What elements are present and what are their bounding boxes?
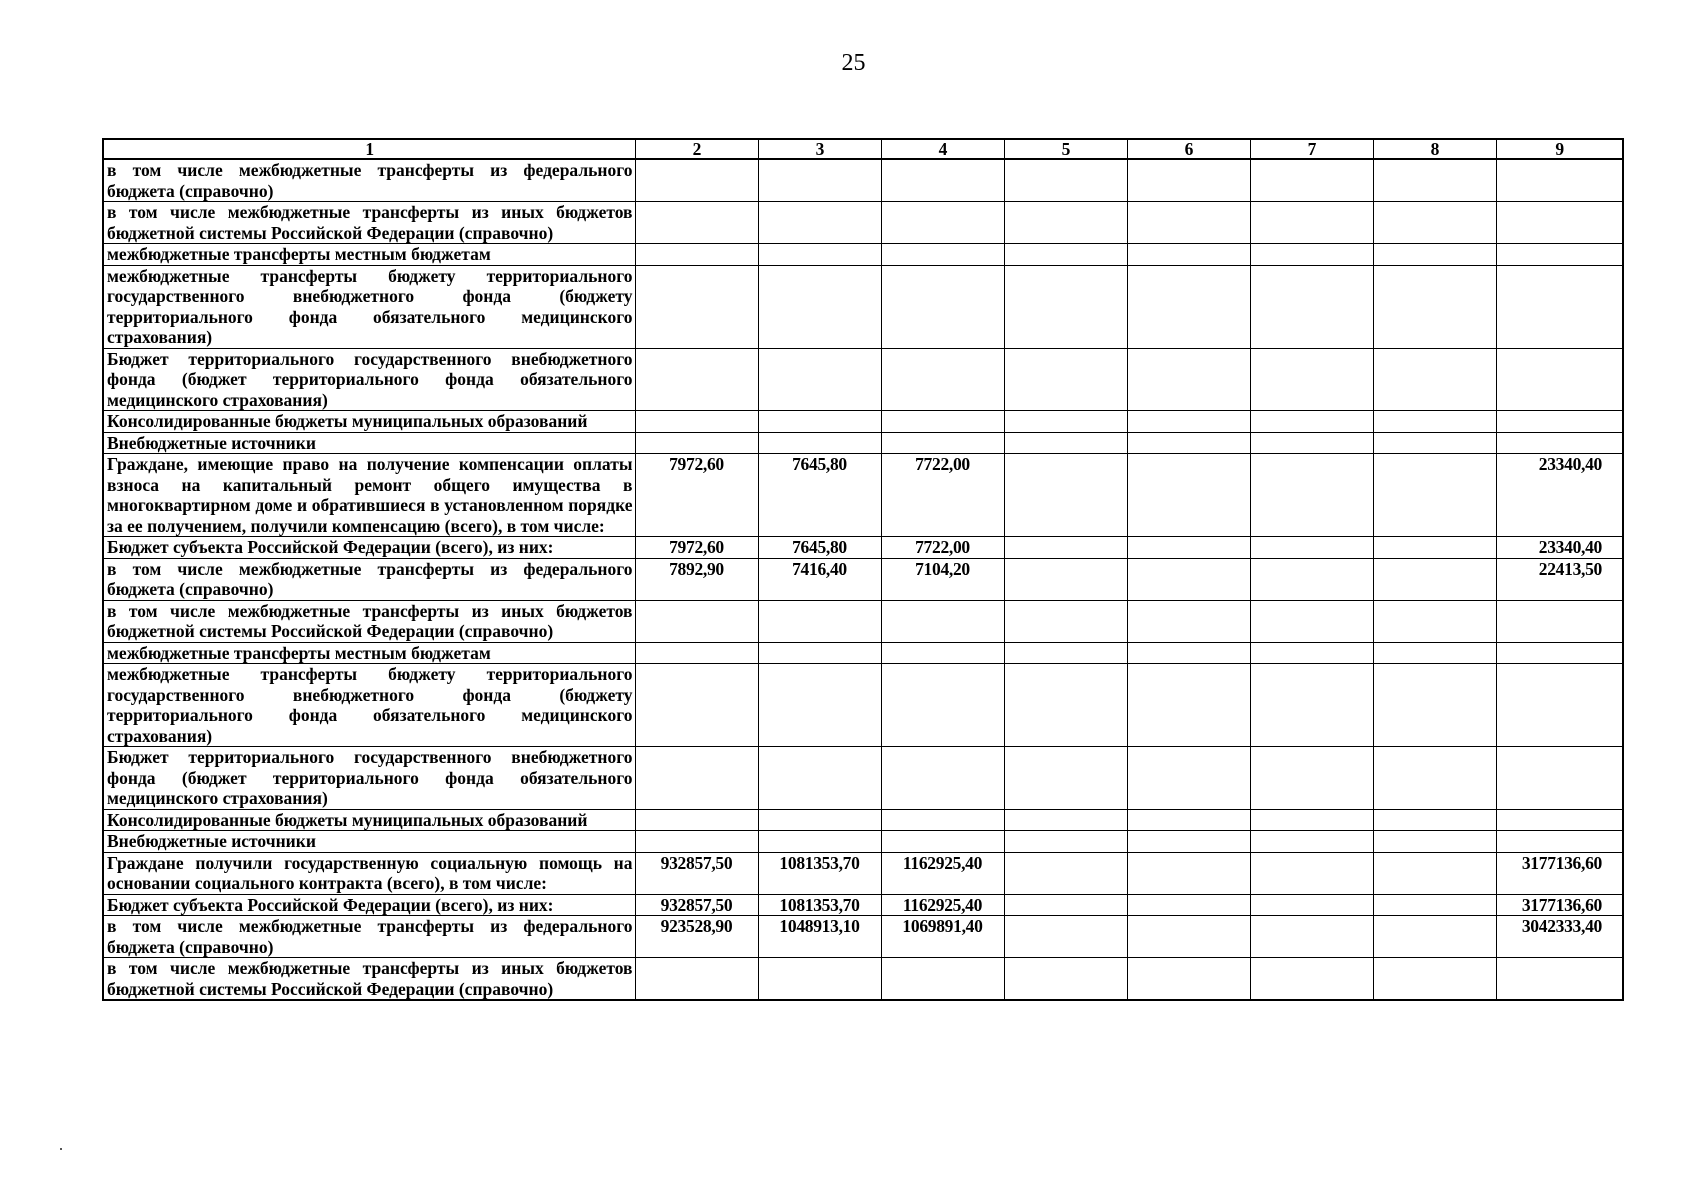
value-cell-col-7 — [1250, 852, 1373, 894]
value-cell-col-4 — [881, 265, 1004, 348]
value-cell-col-6 — [1127, 894, 1250, 916]
value-cell-col-5 — [1004, 809, 1127, 831]
value-cell-col-5 — [1004, 831, 1127, 853]
value-cell-col-2: 7892,90 — [635, 558, 758, 600]
value-cell-col-3 — [758, 411, 881, 433]
value-cell-col-6 — [1127, 454, 1250, 537]
value-cell-col-4 — [881, 348, 1004, 411]
value-cell-col-4 — [881, 642, 1004, 664]
value-cell-col-6 — [1127, 831, 1250, 853]
value-cell-col-3 — [758, 432, 881, 454]
value-cell-col-4: 7722,00 — [881, 537, 1004, 559]
value-cell-col-5 — [1004, 265, 1127, 348]
value-cell-col-6 — [1127, 432, 1250, 454]
value-cell-col-6 — [1127, 202, 1250, 244]
value-cell-col-7 — [1250, 265, 1373, 348]
value-cell-col-6 — [1127, 244, 1250, 266]
value-cell-col-2 — [635, 265, 758, 348]
value-cell-col-3 — [758, 348, 881, 411]
value-cell-col-3: 7645,80 — [758, 454, 881, 537]
row-label: Консолидированные бюджеты муниципальных образований — [103, 809, 635, 831]
value-cell-col-8 — [1373, 348, 1496, 411]
table-row — [103, 747, 1623, 810]
column-header-6: 6 — [1127, 139, 1250, 159]
table-row — [103, 348, 1623, 411]
value-cell-col-5 — [1004, 958, 1127, 1001]
value-cell-col-2: 923528,90 — [635, 916, 758, 958]
row-label: Внебюджетные источники — [103, 831, 635, 853]
value-cell-col-5 — [1004, 244, 1127, 266]
value-cell-col-2 — [635, 664, 758, 747]
value-cell-col-6 — [1127, 809, 1250, 831]
value-cell-col-5 — [1004, 664, 1127, 747]
value-cell-col-7 — [1250, 411, 1373, 433]
header-row — [103, 139, 1623, 159]
table-row — [103, 958, 1623, 1001]
value-cell-col-4 — [881, 747, 1004, 810]
scan-dot — [60, 1148, 62, 1150]
value-cell-col-2: 7972,60 — [635, 454, 758, 537]
value-cell-col-8 — [1373, 454, 1496, 537]
value-cell-col-4 — [881, 159, 1004, 202]
value-cell-col-5 — [1004, 558, 1127, 600]
value-cell-col-6 — [1127, 642, 1250, 664]
value-cell-col-6 — [1127, 916, 1250, 958]
value-cell-col-3 — [758, 642, 881, 664]
value-cell-col-4: 7722,00 — [881, 454, 1004, 537]
budget-table — [102, 138, 1624, 1001]
value-cell-col-7 — [1250, 348, 1373, 411]
value-cell-col-9 — [1496, 664, 1623, 747]
value-cell-col-9 — [1496, 244, 1623, 266]
value-cell-col-7 — [1250, 600, 1373, 642]
value-cell-col-9 — [1496, 958, 1623, 1001]
value-cell-col-3: 7416,40 — [758, 558, 881, 600]
value-cell-col-6 — [1127, 537, 1250, 559]
value-cell-col-4 — [881, 958, 1004, 1001]
value-cell-col-7 — [1250, 642, 1373, 664]
value-cell-col-5 — [1004, 411, 1127, 433]
value-cell-col-3 — [758, 159, 881, 202]
value-cell-col-7 — [1250, 894, 1373, 916]
value-cell-col-7 — [1250, 916, 1373, 958]
row-label: межбюджетные трансферты местным бюджетам — [103, 642, 635, 664]
value-cell-col-5 — [1004, 894, 1127, 916]
value-cell-col-7 — [1250, 159, 1373, 202]
column-header-9: 9 — [1496, 139, 1623, 159]
table-row — [103, 202, 1623, 244]
value-cell-col-9: 3177136,60 — [1496, 852, 1623, 894]
table-row — [103, 159, 1623, 202]
value-cell-col-7 — [1250, 537, 1373, 559]
value-cell-col-9: 22413,50 — [1496, 558, 1623, 600]
value-cell-col-3 — [758, 809, 881, 831]
value-cell-col-5 — [1004, 852, 1127, 894]
value-cell-col-3 — [758, 747, 881, 810]
value-cell-col-4 — [881, 600, 1004, 642]
value-cell-col-5 — [1004, 642, 1127, 664]
table-row — [103, 411, 1623, 433]
value-cell-col-2 — [635, 202, 758, 244]
value-cell-col-8 — [1373, 958, 1496, 1001]
row-label: Бюджет субъекта Российской Федерации (всего), из них: — [103, 537, 635, 559]
column-header-4: 4 — [881, 139, 1004, 159]
value-cell-col-6 — [1127, 852, 1250, 894]
value-cell-col-7 — [1250, 202, 1373, 244]
value-cell-col-2: 932857,50 — [635, 852, 758, 894]
value-cell-col-9 — [1496, 348, 1623, 411]
value-cell-col-2: 7972,60 — [635, 537, 758, 559]
value-cell-col-6 — [1127, 159, 1250, 202]
value-cell-col-5 — [1004, 159, 1127, 202]
row-label: Граждане, имеющие право на получение компенсации оплаты взноса на капитальный ремонт общего имущества в многоквартирном доме и обратившиеся в установленном порядке за ее получением, получили компенсацию (всего), в том числе: — [103, 454, 635, 537]
value-cell-col-5 — [1004, 454, 1127, 537]
table-row — [103, 537, 1623, 559]
value-cell-col-8 — [1373, 852, 1496, 894]
value-cell-col-8 — [1373, 664, 1496, 747]
value-cell-col-6 — [1127, 265, 1250, 348]
value-cell-col-4 — [881, 202, 1004, 244]
row-label: в том числе межбюджетные трансферты из иных бюджетов бюджетной системы Российской Федерации (справочно) — [103, 202, 635, 244]
table-row — [103, 244, 1623, 266]
column-header-3: 3 — [758, 139, 881, 159]
row-label: в том числе межбюджетные трансферты из иных бюджетов бюджетной системы Российской Федерации (справочно) — [103, 958, 635, 1001]
value-cell-col-7 — [1250, 432, 1373, 454]
column-header-7: 7 — [1250, 139, 1373, 159]
value-cell-col-8 — [1373, 432, 1496, 454]
value-cell-col-7 — [1250, 747, 1373, 810]
value-cell-col-6 — [1127, 558, 1250, 600]
value-cell-col-4 — [881, 809, 1004, 831]
row-label: Бюджет территориального государственного внебюджетного фонда (бюджет территориального фонда обязательного медицинского страхования) — [103, 747, 635, 810]
value-cell-col-3 — [758, 958, 881, 1001]
value-cell-col-3 — [758, 664, 881, 747]
value-cell-col-2 — [635, 809, 758, 831]
value-cell-col-9 — [1496, 831, 1623, 853]
value-cell-col-6 — [1127, 664, 1250, 747]
value-cell-col-8 — [1373, 642, 1496, 664]
value-cell-col-3: 1081353,70 — [758, 852, 881, 894]
table-row — [103, 600, 1623, 642]
value-cell-col-7 — [1250, 831, 1373, 853]
value-cell-col-6 — [1127, 600, 1250, 642]
value-cell-col-8 — [1373, 411, 1496, 433]
column-header-1: 1 — [103, 139, 635, 159]
value-cell-col-5 — [1004, 916, 1127, 958]
value-cell-col-7 — [1250, 958, 1373, 1001]
value-cell-col-4 — [881, 244, 1004, 266]
row-label: в том числе межбюджетные трансферты из федерального бюджета (справочно) — [103, 916, 635, 958]
row-label: Внебюджетные источники — [103, 432, 635, 454]
value-cell-col-2 — [635, 432, 758, 454]
column-header-8: 8 — [1373, 139, 1496, 159]
table-row — [103, 558, 1623, 600]
value-cell-col-2 — [635, 600, 758, 642]
value-cell-col-3: 1081353,70 — [758, 894, 881, 916]
table-row — [103, 831, 1623, 853]
value-cell-col-9 — [1496, 432, 1623, 454]
value-cell-col-9 — [1496, 809, 1623, 831]
value-cell-col-8 — [1373, 202, 1496, 244]
column-header-2: 2 — [635, 139, 758, 159]
value-cell-col-4: 1069891,40 — [881, 916, 1004, 958]
value-cell-col-2 — [635, 642, 758, 664]
row-label: в том числе межбюджетные трансферты из иных бюджетов бюджетной системы Российской Федерации (справочно) — [103, 600, 635, 642]
value-cell-col-9: 3042333,40 — [1496, 916, 1623, 958]
value-cell-col-8 — [1373, 558, 1496, 600]
value-cell-col-2 — [635, 244, 758, 266]
value-cell-col-8 — [1373, 831, 1496, 853]
value-cell-col-2 — [635, 411, 758, 433]
value-cell-col-5 — [1004, 348, 1127, 411]
value-cell-col-8 — [1373, 809, 1496, 831]
value-cell-col-5 — [1004, 537, 1127, 559]
value-cell-col-9 — [1496, 747, 1623, 810]
row-label: межбюджетные трансферты местным бюджетам — [103, 244, 635, 266]
row-label: Бюджет территориального государственного внебюджетного фонда (бюджет территориального фонда обязательного медицинского страхования) — [103, 348, 635, 411]
value-cell-col-3 — [758, 244, 881, 266]
value-cell-col-2: 932857,50 — [635, 894, 758, 916]
value-cell-col-9 — [1496, 642, 1623, 664]
value-cell-col-5 — [1004, 202, 1127, 244]
table-row — [103, 894, 1623, 916]
value-cell-col-4: 1162925,40 — [881, 852, 1004, 894]
value-cell-col-4 — [881, 432, 1004, 454]
value-cell-col-8 — [1373, 747, 1496, 810]
value-cell-col-2 — [635, 747, 758, 810]
value-cell-col-3: 7645,80 — [758, 537, 881, 559]
value-cell-col-6 — [1127, 958, 1250, 1001]
table-body — [103, 159, 1623, 1000]
value-cell-col-9 — [1496, 202, 1623, 244]
value-cell-col-4: 1162925,40 — [881, 894, 1004, 916]
table-row — [103, 809, 1623, 831]
value-cell-col-8 — [1373, 537, 1496, 559]
value-cell-col-7 — [1250, 664, 1373, 747]
value-cell-col-5 — [1004, 747, 1127, 810]
row-label: Консолидированные бюджеты муниципальных образований — [103, 411, 635, 433]
value-cell-col-3 — [758, 600, 881, 642]
value-cell-col-8 — [1373, 265, 1496, 348]
table-row — [103, 916, 1623, 958]
page-number: 25 — [841, 50, 866, 76]
value-cell-col-3 — [758, 265, 881, 348]
value-cell-col-7 — [1250, 454, 1373, 537]
value-cell-col-3 — [758, 202, 881, 244]
row-label: в том числе межбюджетные трансферты из федерального бюджета (справочно) — [103, 159, 635, 202]
value-cell-col-4 — [881, 831, 1004, 853]
value-cell-col-9 — [1496, 159, 1623, 202]
value-cell-col-6 — [1127, 411, 1250, 433]
value-cell-col-7 — [1250, 244, 1373, 266]
value-cell-col-8 — [1373, 244, 1496, 266]
value-cell-col-6 — [1127, 747, 1250, 810]
table-row — [103, 852, 1623, 894]
value-cell-col-7 — [1250, 809, 1373, 831]
value-cell-col-9: 23340,40 — [1496, 454, 1623, 537]
value-cell-col-2 — [635, 348, 758, 411]
value-cell-col-2 — [635, 159, 758, 202]
value-cell-col-5 — [1004, 600, 1127, 642]
value-cell-col-6 — [1127, 348, 1250, 411]
row-label: Бюджет субъекта Российской Федерации (всего), из них: — [103, 894, 635, 916]
value-cell-col-9 — [1496, 600, 1623, 642]
value-cell-col-5 — [1004, 432, 1127, 454]
value-cell-col-8 — [1373, 159, 1496, 202]
table-row — [103, 664, 1623, 747]
value-cell-col-4 — [881, 411, 1004, 433]
value-cell-col-4 — [881, 664, 1004, 747]
value-cell-col-9: 3177136,60 — [1496, 894, 1623, 916]
table-row — [103, 432, 1623, 454]
value-cell-col-7 — [1250, 558, 1373, 600]
row-label: в том числе межбюджетные трансферты из федерального бюджета (справочно) — [103, 558, 635, 600]
value-cell-col-8 — [1373, 916, 1496, 958]
row-label: межбюджетные трансферты бюджету территориального государственного внебюджетного фонда (бюджету территориального фонда обязательного медицинского страхования) — [103, 664, 635, 747]
table-row — [103, 642, 1623, 664]
value-cell-col-4: 7104,20 — [881, 558, 1004, 600]
table-row — [103, 265, 1623, 348]
value-cell-col-9: 23340,40 — [1496, 537, 1623, 559]
value-cell-col-3 — [758, 831, 881, 853]
value-cell-col-3: 1048913,10 — [758, 916, 881, 958]
row-label: межбюджетные трансферты бюджету территориального государственного внебюджетного фонда (бюджету территориального фонда обязательного медицинского страхования) — [103, 265, 635, 348]
value-cell-col-2 — [635, 958, 758, 1001]
value-cell-col-2 — [635, 831, 758, 853]
value-cell-col-8 — [1373, 600, 1496, 642]
value-cell-col-8 — [1373, 894, 1496, 916]
row-label: Граждане получили государственную социальную помощь на основании социального контракта (всего), в том числе: — [103, 852, 635, 894]
value-cell-col-9 — [1496, 265, 1623, 348]
value-cell-col-9 — [1496, 411, 1623, 433]
column-header-5: 5 — [1004, 139, 1127, 159]
table-row — [103, 454, 1623, 537]
